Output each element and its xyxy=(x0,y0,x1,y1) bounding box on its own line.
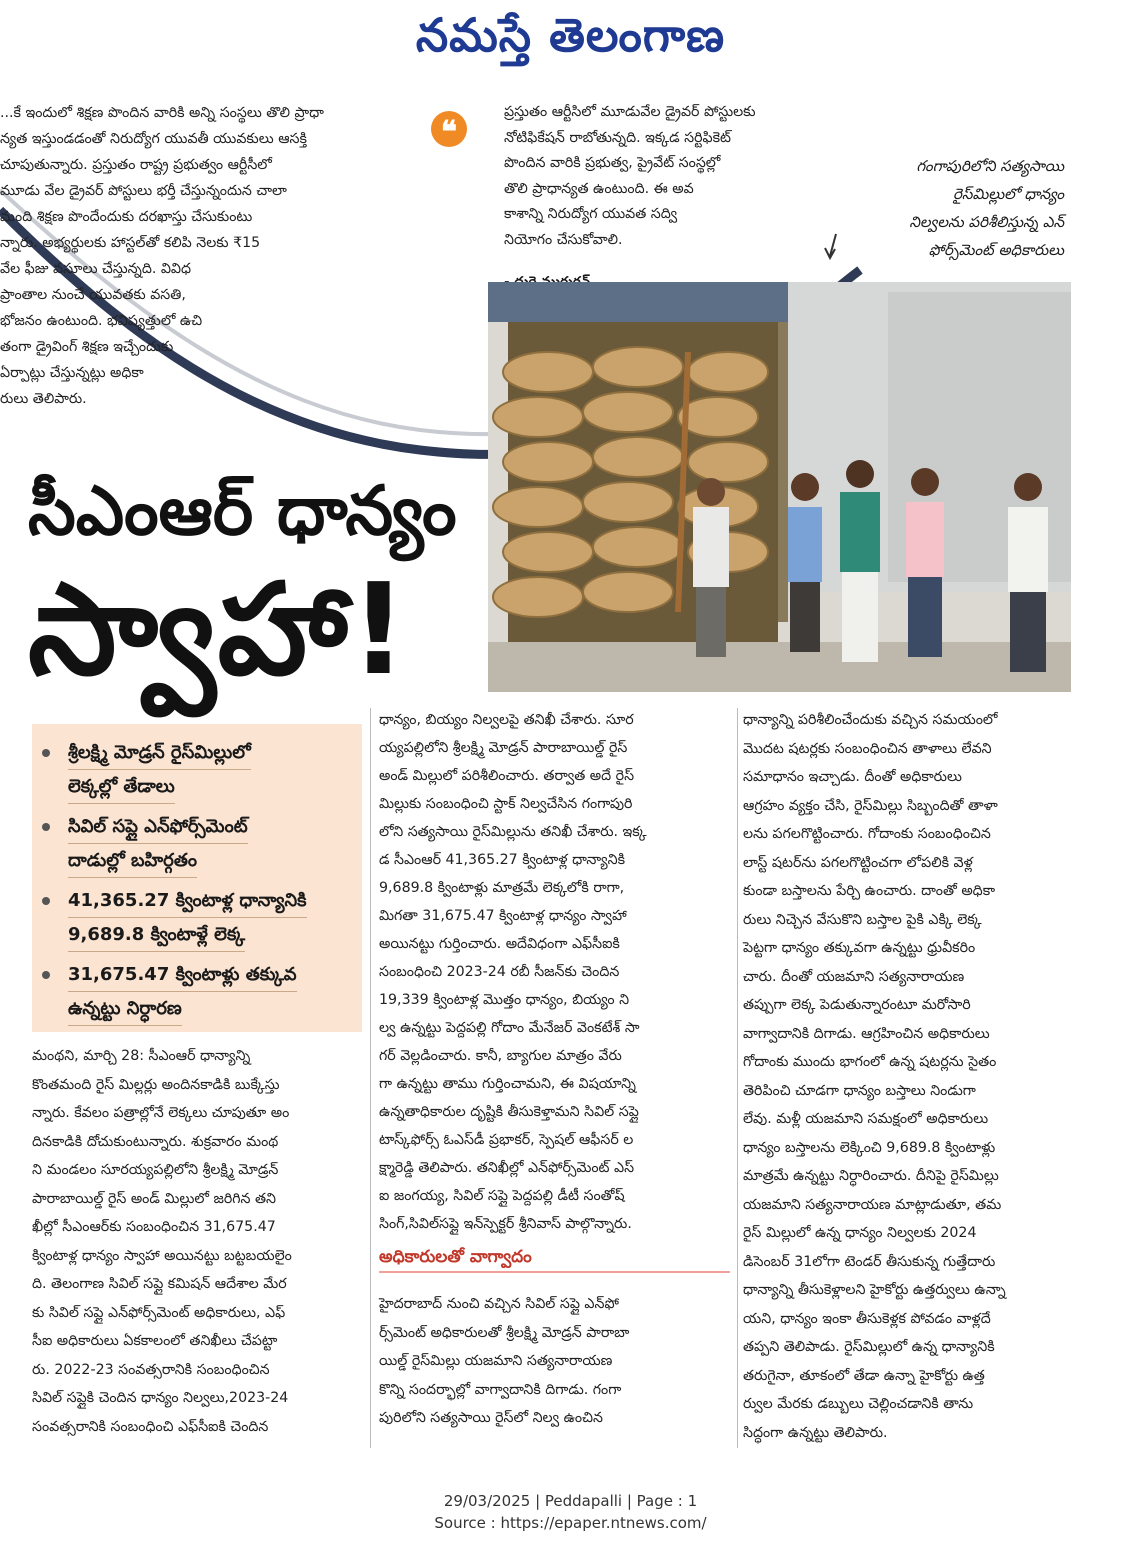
highlight-item xyxy=(32,958,362,1026)
highlight-line: శ్రీలక్ష్మి మోడ్రన్ రైస్‌మిల్లులో xyxy=(68,736,251,770)
highlight-item xyxy=(32,884,362,952)
text-line: పురిలోని సత్యసాయి రైస్‌లో నిల్వ ఉంచిన xyxy=(379,1410,603,1426)
text-line: తంగా డ్రైవింగ్ శిక్షణ ఇచ్చేందుకు xyxy=(0,339,174,355)
text-line: డిసెంబర్ 31లోగా టెండర్ తీసుకున్న గుత్తేదారు xyxy=(743,1253,996,1270)
text-line: లను పగలగొట్టించారు. గోదాంకు సంబంధించిన xyxy=(743,826,991,842)
text-line: ప్రాంతాల నుంచే యువతకు వసతి, xyxy=(0,287,186,303)
text-line: కొన్ని సందర్భాల్లో వాగ్వాదానికి దిగాడు. గంగా xyxy=(379,1381,622,1398)
text-line: లాస్ట్ షటర్‌ను పగలగొట్టించగా లోపలికి వెళ్ల xyxy=(743,854,973,871)
article-column-3 xyxy=(743,706,1073,1447)
warehouse-photo xyxy=(488,282,1071,692)
text-line: మొదట షటర్లకు సంబంధించిన తాళాలు లేవని xyxy=(743,740,992,757)
page-footer xyxy=(0,1490,1141,1534)
masthead-logo: నమస్తే తెలంగాణ xyxy=(415,8,726,62)
highlight-line: లెక్కల్లో తేడాలు xyxy=(68,770,175,804)
text-line: య్యపల్లిలోని శ్రీలక్ష్మి మోడ్రన్ పారాబాయిల్డ్ రైస్ xyxy=(379,740,628,756)
caption-line: ఫోర్స్‌మెంట్ అధికారులు xyxy=(928,241,1064,259)
text-line: తొలి ప్రాధాన్యత ఉంటుంది. ఈ అవ xyxy=(504,180,694,197)
text-line: రైస్ మిల్లులో ఉన్న ధాన్యం నిల్వలకు 2024 xyxy=(743,1225,977,1241)
highlight-line: 9,689.8 క్వింటాళ్లే లెక్క xyxy=(68,918,245,952)
headline-main: స్వాహా! xyxy=(28,556,410,703)
text-line: ఉన్నతాధికారుల దృష్టికి తీసుకెళ్తామని సివిల్ సప్లై xyxy=(379,1104,639,1120)
text-line: గర్ వెల్లడించారు. కానీ, బ్యాగుల మాత్రం వేరు xyxy=(379,1048,622,1064)
text-line: ర్వుల మేరకు డబ్బులు చెల్లించడానికి తాను xyxy=(743,1396,974,1412)
text-line: రులు నిచ్చెన వేసుకొని బస్తాల పైకి ఎక్కి లెక్క xyxy=(743,911,982,928)
text-line: చారు. దీంతో యజమాని సత్యనారాయణ xyxy=(743,968,965,985)
text-line: లోని సత్యసాయి రైస్‌మిల్లును తనిఖీ చేశారు. ఇక్క xyxy=(379,824,647,840)
text-line: లేవు. మళ్లీ యజమాని సమక్షంలో అధికారులు xyxy=(743,1111,989,1127)
bullet-icon xyxy=(42,823,50,831)
text-line: పెట్టగా ధాన్యం తక్కువగా ఉన్నట్టు ధ్రువీకరిం xyxy=(743,940,976,956)
text-line: యిల్డ్ రైస్‌మిల్లు యజమాని సత్యనారాయణ xyxy=(379,1353,613,1369)
text-line: సంబంధించి 2023-24 రబీ సీజన్‌కు చెందిన xyxy=(379,964,620,980)
text-line: నోటిఫికేషన్ రాబోతున్నది. ఇక్కడ సర్టిఫికెట్ xyxy=(504,129,731,146)
section-subhead: అధికారులతో వాగ్వాదం xyxy=(379,1247,532,1267)
text-line: క్వింటాళ్ల ధాన్యం స్వాహా అయినట్టు బట్టబయలైం xyxy=(32,1247,292,1264)
text-line: మంథని, మార్చి 28: సీఎంఆర్ ధాన్యాన్ని xyxy=(32,1048,251,1064)
text-line: ల్వ ఉన్నట్టు పెద్దపల్లి గోదాం మేనేజర్ వెంకటేశ్ సా xyxy=(379,1020,640,1036)
text-line: న్నారు. అభ్యర్థులకు హాస్టల్‌తో కలిపి నెలకు ₹15 xyxy=(0,235,261,251)
text-line: అయినట్టు గుర్తించారు. అదేవిధంగా ఎఫ్‌సీఐకి xyxy=(379,936,620,952)
text-line: తరుగైనా, తూకంలో తేడా ఉన్నా హైకోర్టు ఉత్త xyxy=(743,1367,985,1384)
photo-caption xyxy=(842,152,1064,264)
highlight-line: 31,675.47 క్వింటాళ్లు తక్కువ xyxy=(68,958,297,992)
subhead-underline xyxy=(379,1271,730,1273)
text-line: సివిల్ సప్లైకి చెందిన ధాన్యం నిల్వలు,2023-24 xyxy=(32,1390,289,1406)
text-line: గా ఉన్నట్టు తాము గుర్తించామని, ఈ విషయాన్ని xyxy=(379,1076,636,1092)
text-line: సింగ్,సివిల్‌సప్లై ఇన్‌స్పెక్టర్ శ్రీనివాస్ పాల్గొన్నారు. xyxy=(379,1216,632,1232)
text-line: క్ష్మారెడ్డి తెలిపారు. తనిఖీల్లో ఎన్‌ఫోర్స్‌మెంట్ ఎస్ xyxy=(379,1160,635,1176)
highlight-item xyxy=(32,810,362,878)
text-line: యజమాని సత్యనారాయణ మాట్లాడుతూ, తమ xyxy=(743,1196,1002,1213)
text-line: ప్రస్తుతం ఆర్టీసిలో మూడువేల డ్రైవర్ పోస్టులకు xyxy=(504,104,756,120)
text-line: సంవత్సరానికి సంబంధించి ఎఫ్‌సీఐకి చెందిన xyxy=(32,1418,269,1435)
text-line: వేల ఫీజు వసూలు చేస్తున్నది. వివిధ xyxy=(0,261,192,277)
pull-quote xyxy=(504,100,822,253)
text-line: పారాబాయిల్డ్ రైస్ అండ్ మిల్లులో జరిగిన తని xyxy=(32,1190,276,1207)
text-line: 19,339 క్వింటాళ్ల మొత్తం ధాన్యం, బియ్యం ని xyxy=(379,992,630,1008)
text-line: ధాన్యాన్ని పరిశీలించేందుకు వచ్చిన సమయంలో xyxy=(743,712,998,728)
highlight-line: సివిల్ సప్లై ఎన్‌ఫోర్స్‌మెంట్ xyxy=(68,810,248,844)
text-line: మంది శిక్షణ పొందేందుకు దరఖాస్తు చేసుకుంటు xyxy=(0,209,253,225)
text-line: ది. తెలంగాణ సివిల్ సప్లై కమిషన్ ఆదేశాల మేర xyxy=(32,1276,287,1292)
text-line: మిగతా 31,675.47 క్వింటాళ్ల ధాన్యం స్వాహా xyxy=(379,908,627,924)
text-line: అండ్ మిల్లులో పరిశీలించారు. తర్వాత అదే రైస్ xyxy=(379,768,635,784)
text-line: గోదాంకు ముందు భాగంలో ఉన్న షటర్లను సైతం xyxy=(743,1054,997,1070)
caption-line: నిల్వలను పరిశీలిస్తున్న ఎన్ xyxy=(909,213,1064,231)
highlight-item xyxy=(32,736,362,804)
text-line: సమాధానం ఇచ్చాడు. దీంతో అధికారులు xyxy=(743,769,962,785)
highlights-list xyxy=(32,724,362,1026)
article-column-2 xyxy=(379,706,730,1238)
text-line: వాగ్వాదానికి దిగాడు. ఆగ్రహించిన అధికారులు xyxy=(743,1025,990,1042)
column-divider xyxy=(370,708,371,1448)
headline-kicker: సీఎంఆర్ ధాన్యం xyxy=(28,472,457,551)
text-line: చూపుతున్నారు. ప్రస్తుతం రాష్ట్ర ప్రభుత్వం ఆర్టీసీలో xyxy=(0,157,272,173)
text-line: పొందిన వారికి ప్రభుత్వ, ప్రైవేట్ సంస్థల్లో xyxy=(504,155,721,171)
text-line: మూడు వేల డ్రైవర్ పోస్టులు భర్తీ చేస్తున్నందున చాలా xyxy=(0,183,287,199)
text-line: కు సివిల్ సప్లై ఎన్‌ఫోర్స్‌మెంట్ అధికారులు, ఎఫ్ xyxy=(32,1304,286,1321)
text-line: యని, ధాన్యం ఇంకా తీసుకెళ్లక పోవడం వాళ్లదే xyxy=(743,1310,991,1327)
text-line: కొంతమంది రైస్ మిల్లర్లు అందినకాడికి బుక్కేస్తు xyxy=(32,1076,280,1093)
text-line: హైదరాబాద్ నుంచి వచ్చిన సివిల్ సప్లై ఎన్‌ఫో xyxy=(379,1296,619,1312)
text-line: మిల్లుకు సంబంధించి స్టాక్ నిల్వచేసిన గంగాపురి xyxy=(379,796,633,812)
article-column-2-continued xyxy=(379,1290,730,1433)
article-column-1 xyxy=(32,1042,362,1441)
bullet-icon xyxy=(42,897,50,905)
text-line: ఖీల్లో సీఎంఆర్‌కు సంబంధించిన 31,675.47 xyxy=(32,1219,276,1235)
text-line: 9,689.8 క్వింటాళ్లు మాత్రమే లెక్కలోకి రాగా, xyxy=(379,880,625,896)
text-line: భోజనం ఉంటుంది. భవిష్యత్తులో ఉచి xyxy=(0,313,203,329)
text-line: రులు తెలిపారు. xyxy=(0,391,87,407)
highlight-line: దాడుల్లో బహిర్గతం xyxy=(68,844,197,878)
text-line: తెరిపించి చూడగా ధాన్యం బస్తాలు నిండుగా xyxy=(743,1082,976,1099)
text-line: సిద్ధంగా ఉన్నట్టు తెలిపారు. xyxy=(743,1424,888,1441)
text-line: తప్పని తెలిపాడు. రైస్‌మిల్లులో ఉన్న ధాన్యానికి xyxy=(743,1339,995,1355)
text-line: ని మండలం సూరయ్యపల్లిలోని శ్రీలక్ష్మి మోడ్రన్ xyxy=(32,1162,279,1178)
highlights-box xyxy=(32,724,362,1032)
text-line: ఐ జంగయ్య, సివిల్ సప్లై పెద్దపల్లి డీటీ సంతోష్ xyxy=(379,1188,625,1204)
text-line: ధాన్యం బస్తాలను లెక్కించి 9,689.8 క్వింటాళ్లు xyxy=(743,1139,996,1156)
text-line: న్యత ఇస్తుండడంతో నిరుద్యోగ యువతీ యువకులు ఆసక్తి xyxy=(0,131,307,147)
bullet-icon xyxy=(42,749,50,757)
highlight-line: ఉన్నట్టు నిర్ధారణ xyxy=(68,992,182,1026)
text-line: న్నారు. కేవలం పత్రాల్లోనే లెక్కలు చూపుతూ అం xyxy=(32,1105,290,1121)
text-line: తప్పుగా లెక్క పెడుతున్నారంటూ మరోసారి xyxy=(743,997,971,1013)
text-line: దినకాడికి దోచుకుంటున్నారు. శుక్రవారం మంథ xyxy=(32,1133,279,1150)
text-line: ర్స్‌మెంట్ అధికారులతో శ్రీలక్ష్మి మోడ్రన్ పారాబా xyxy=(379,1324,630,1341)
footer-source: Source : https://epaper.ntnews.com/ xyxy=(434,1514,707,1532)
text-line: కుండా బస్తాలను పేర్చి ఉంచారు. దాంతో అధికా xyxy=(743,883,996,899)
quote-icon: ❝ xyxy=(431,111,467,147)
caption-line: రైస్‌మిల్లులో ధాన్యం xyxy=(953,185,1064,203)
bullet-icon xyxy=(42,971,50,979)
caption-arrow-icon xyxy=(822,232,842,262)
highlight-line: 41,365.27 క్వింటాళ్ల ధాన్యానికి xyxy=(68,884,307,918)
text-line: రు. 2022-23 సంవత్సరానికి సంబంధించిన xyxy=(32,1361,270,1378)
text-line: డ సీఎంఆర్ 41,365.27 క్వింటాళ్ల ధాన్యానికి xyxy=(379,852,625,868)
column-divider xyxy=(737,708,738,1448)
text-line: కాశాన్ని నిరుద్యోగ యువత సద్వి xyxy=(504,206,678,222)
text-line: ఆగ్రహం వ్యక్తం చేసి, రైస్‌మిల్లు సిబ్బందితో తాళా xyxy=(743,797,998,814)
text-line: ధాన్యాన్ని తీసుకెళ్లాలని హైకోర్టు ఉత్తర్వులు ఉన్నా xyxy=(743,1282,1006,1298)
text-line: ధాన్యం, బియ్యం నిల్వలపై తనిఖీ చేశారు. సూర xyxy=(379,712,634,728)
text-line: సీఐ అధికారులు ఏకకాలంలో తనిఖీలు చేపట్టా xyxy=(32,1333,278,1349)
intro-column xyxy=(0,100,428,412)
caption-line: గంగాపురిలోని సత్యసాయి xyxy=(916,157,1064,175)
text-line: నియోగం చేసుకోవాలి. xyxy=(504,231,623,248)
footer-date-edition: 29/03/2025 | Peddapalli | Page : 1 xyxy=(443,1492,698,1510)
text-line: ...కే ఇందులో శిక్షణ పొందిన వారికి అన్ని సంస్థలు తొలి ప్రాధా xyxy=(0,105,324,121)
text-line: మాత్రమే ఉన్నట్టు నిర్ధారించారు. దీనిపై రైస్‌మిల్లు xyxy=(743,1168,999,1184)
text-line: టాస్క్‌ఫోర్స్ ఓఎస్‌డీ ప్రభాకర్, స్పెషల్ ఆఫీసర్ ల xyxy=(379,1132,634,1148)
text-line: ఏర్పాట్లు చేస్తున్నట్లు అధికా xyxy=(0,365,144,381)
